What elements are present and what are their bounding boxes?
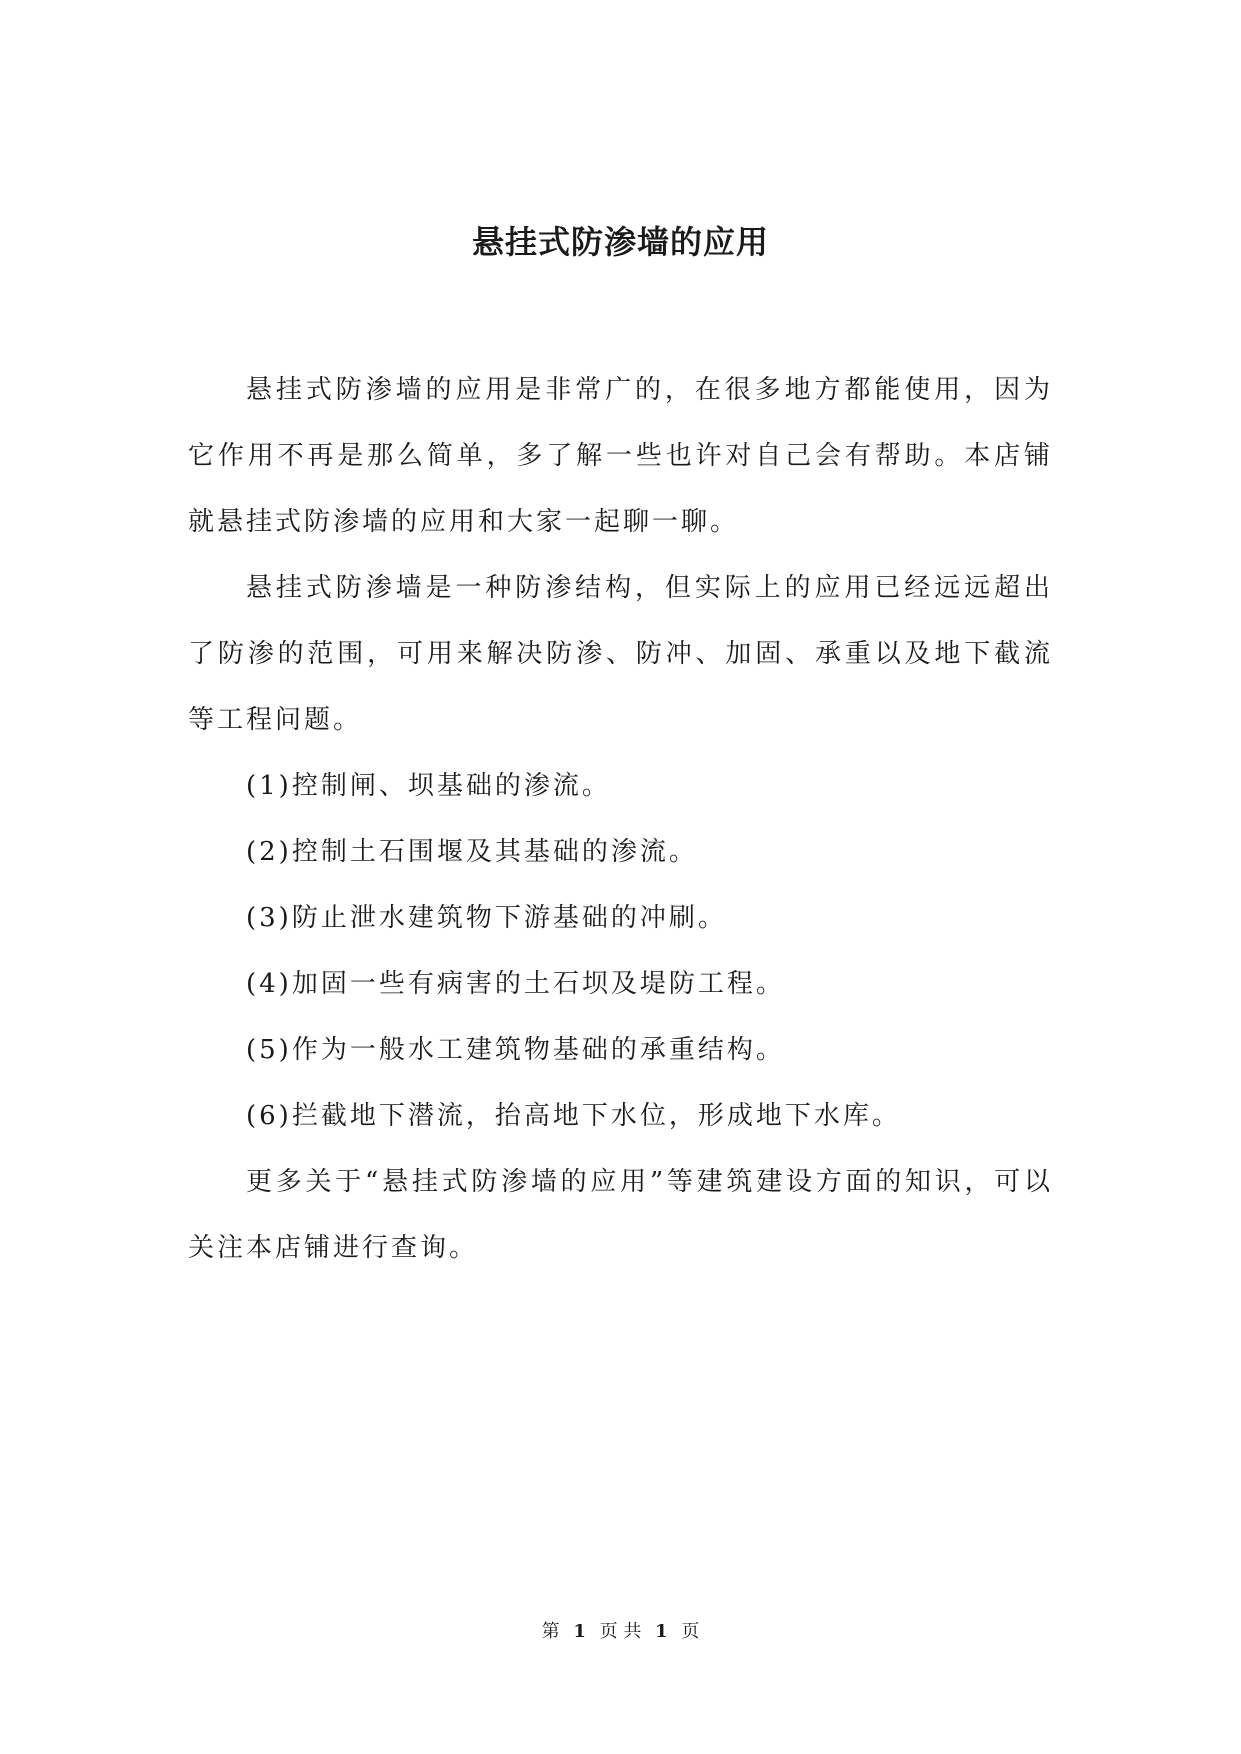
current-page-number: 1	[573, 1621, 586, 1642]
document-body	[188, 357, 1053, 1281]
paragraph-intro: 悬挂式防渗墙的应用是非常广的，在很多地方都能使用，因为它作用不再是那么简单，多了解一些也许对自己会有帮助。本店铺就悬挂式防渗墙的应用和大家一起聊一聊。	[188, 375, 1053, 537]
footer-middle: 页 共	[599, 1621, 642, 1642]
list-item: (4)加固一些有病害的土石坝及堤防工程。	[246, 969, 785, 999]
list-item: (1)控制闸、坝基础的渗流。	[246, 771, 611, 801]
document-title: 悬挂式防渗墙的应用	[471, 223, 769, 261]
list-item: (5)作为一般水工建筑物基础的承重结构。	[246, 1035, 785, 1065]
total-pages-number: 1	[655, 1621, 668, 1642]
paragraph-closing: 更多关于“悬挂式防渗墙的应用”等建筑建设方面的知识，可以关注本店铺进行查询。	[188, 1167, 1053, 1263]
list-item: (2)控制土石围堰及其基础的渗流。	[246, 837, 698, 867]
list-item: (6)拦截地下潜流，抬高地下水位，形成地下水库。	[246, 1101, 901, 1131]
paragraph-definition: 悬挂式防渗墙是一种防渗结构，但实际上的应用已经远远超出了防渗的范围，可用来解决防渗、防冲、加固、承重以及地下截流等工程问题。	[188, 573, 1053, 735]
footer-prefix: 第	[541, 1621, 560, 1642]
page-footer	[0, 1620, 1241, 1644]
list-item: (3)防止泄水建筑物下游基础的冲刷。	[246, 903, 727, 933]
footer-suffix: 页	[681, 1621, 700, 1642]
